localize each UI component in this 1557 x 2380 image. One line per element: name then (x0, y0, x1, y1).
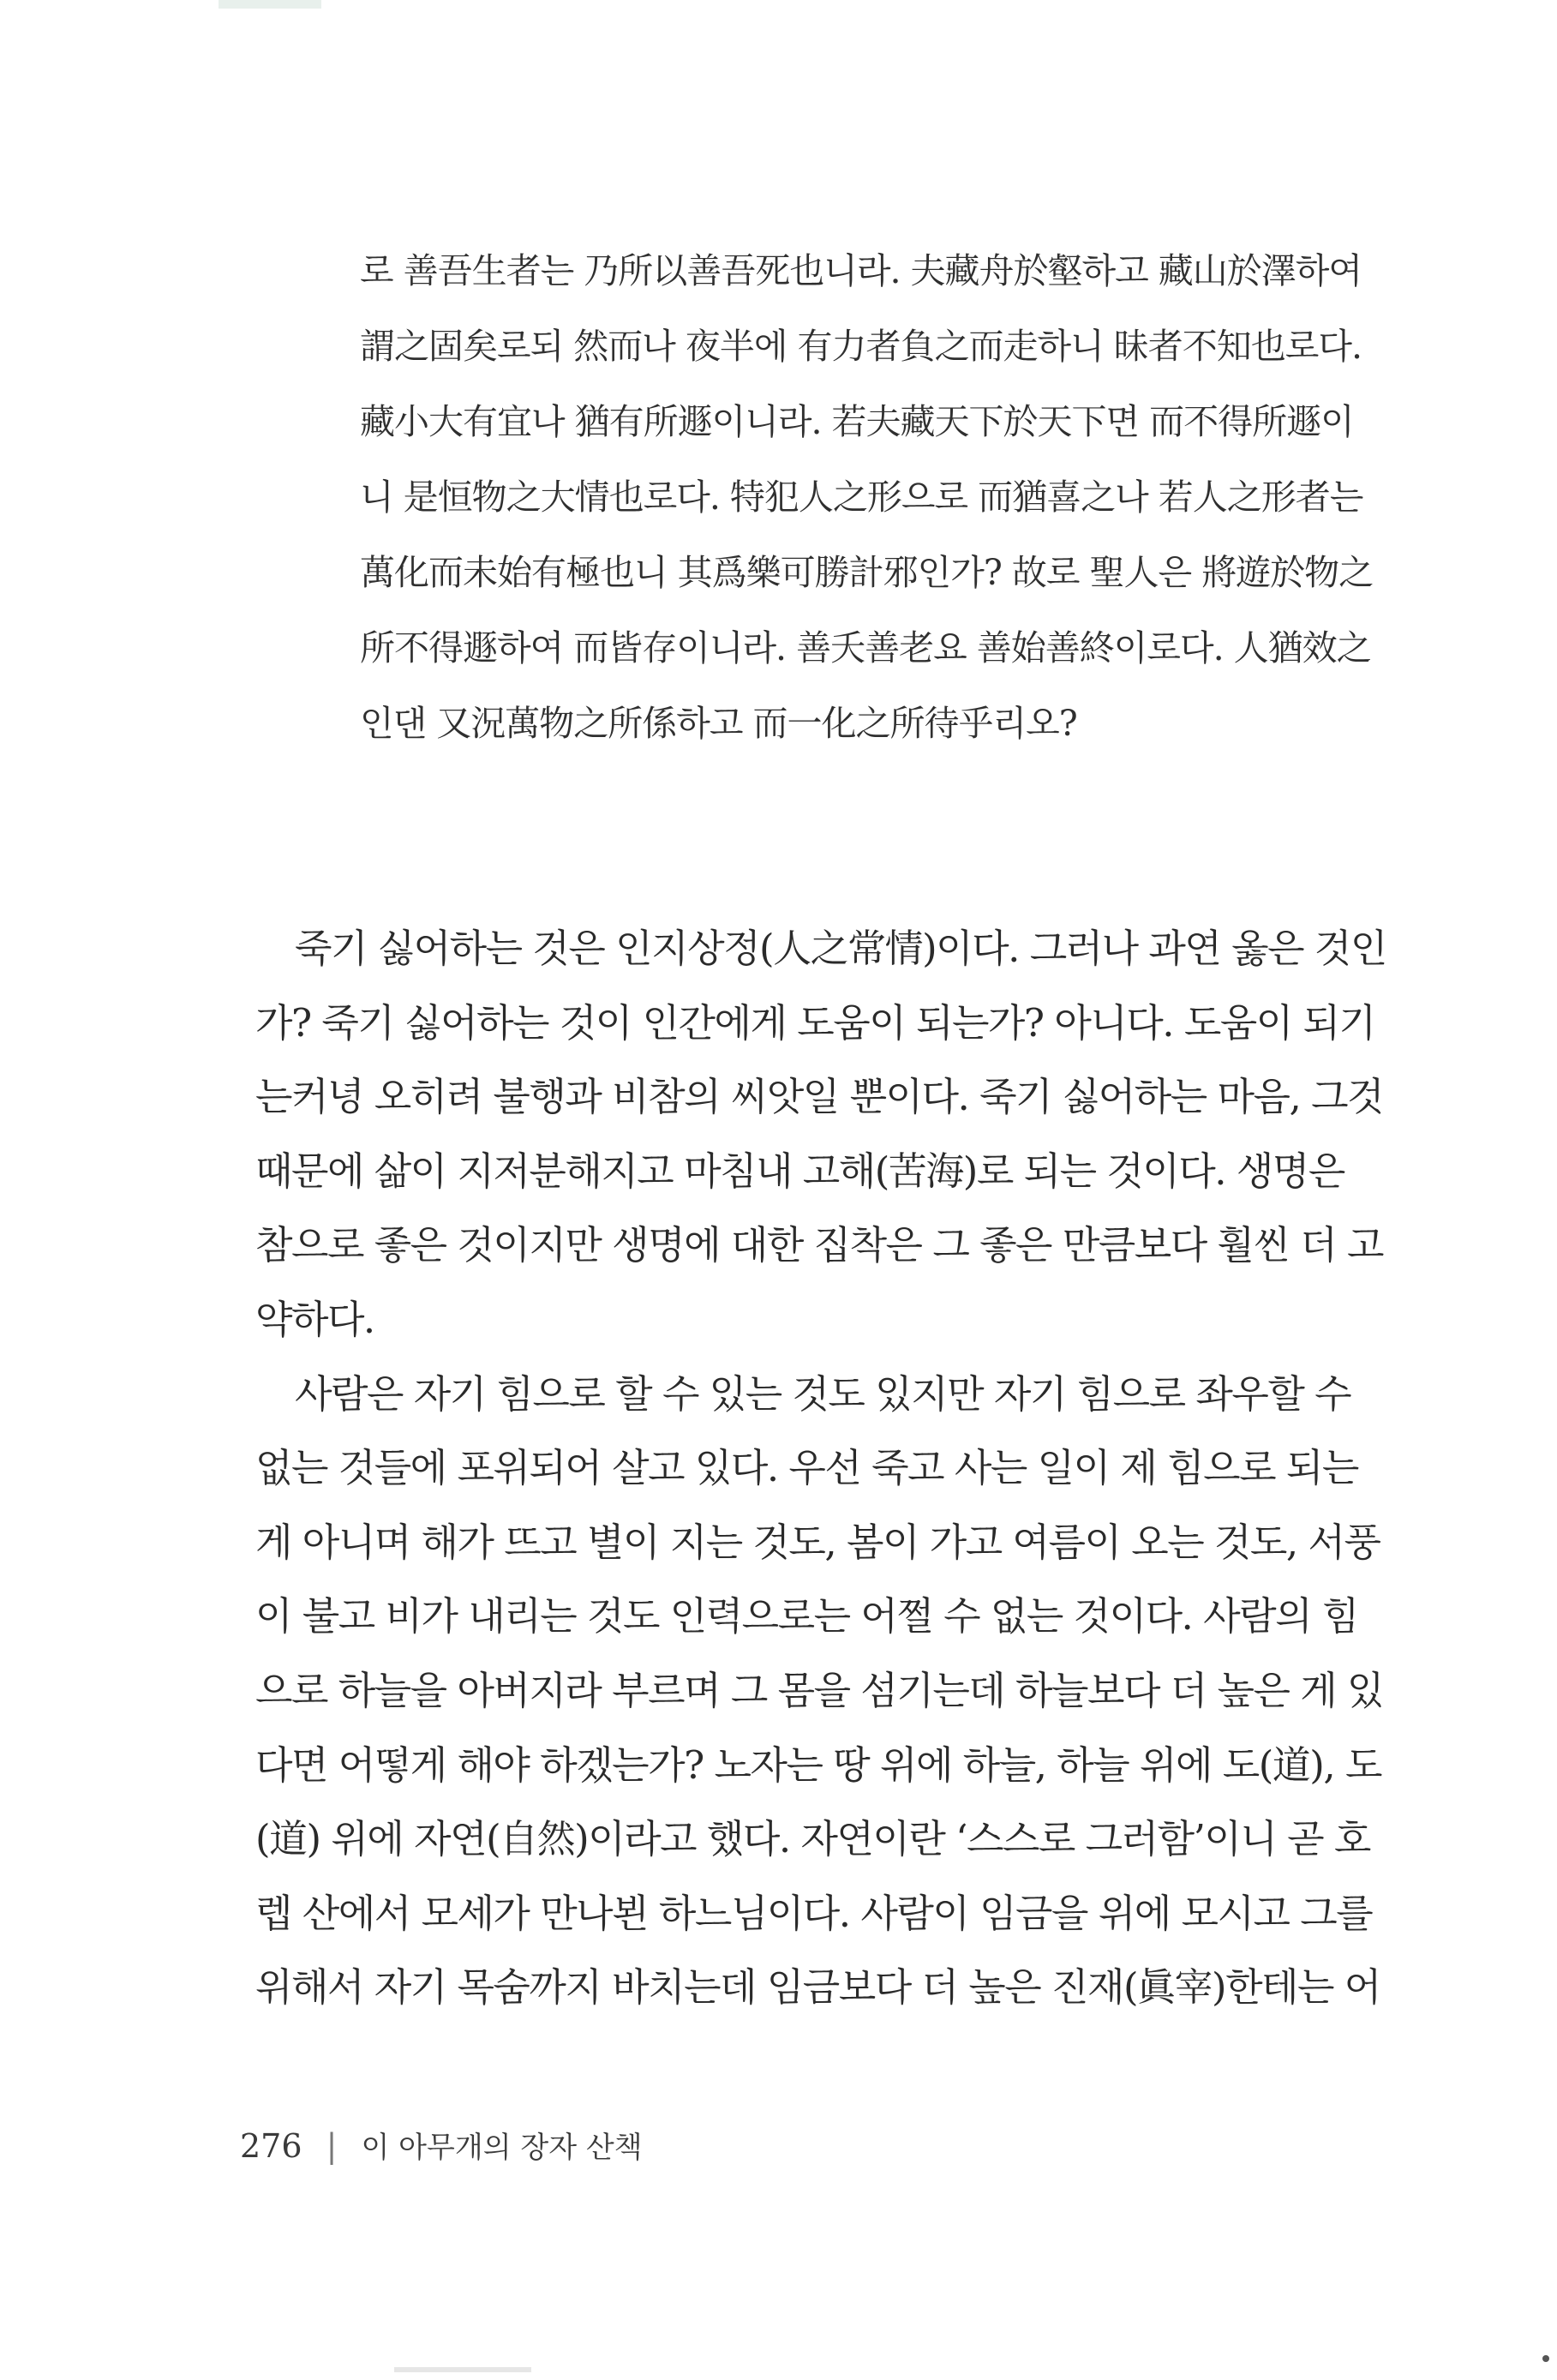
paragraph-line: 죽기 싫어하는 것은 인지상정(人之常情)이다. 그러나 과연 옳은 것인 (295, 926, 1386, 971)
quote-line: 니 是恒物之大情也로다. 特犯人之形으로 而猶喜之나 若人之形者는 (360, 477, 1363, 518)
quote-line: 藏小大有宜나 猶有所遯이니라. 若夫藏天下於天下면 而不得所遯이 (360, 401, 1354, 442)
paragraph-1 (255, 912, 1386, 1358)
paragraph-line: 때문에 삶이 지저분해지고 마침내 고해(苦海)로 되는 것이다. 생명은 (255, 1148, 1344, 1194)
paragraph-line: 렙 산에서 모세가 만나뵌 하느님이다. 사람이 임금을 위에 모시고 그를 (255, 1890, 1373, 1936)
paragraph-line: 게 아니며 해가 뜨고 별이 지는 것도, 봄이 가고 여름이 오는 것도, 서풍 (255, 1519, 1380, 1565)
classical-quote-block (360, 233, 1388, 761)
paragraph-line: 으로 하늘을 아버지라 부르며 그 몸을 섬기는데 하늘보다 더 높은 게 있 (255, 1667, 1384, 1713)
quote-line: 인댄 又況萬物之所係하고 而一化之所待乎리오? (360, 703, 1077, 744)
paragraph-line: 없는 것들에 포위되어 살고 있다. 우선 죽고 사는 일이 제 힘으로 되는 (255, 1445, 1358, 1491)
footer-separator: | (326, 2127, 338, 2165)
paragraph-line: (道) 위에 자연(自然)이라고 했다. 자연이란 ‘스스로 그러함’이니 곧 호 (255, 1816, 1370, 1862)
page-footer (240, 2124, 643, 2166)
commentary-body (255, 912, 1386, 2025)
paragraph-line: 다면 어떻게 해야 하겠는가? 노자는 땅 위에 하늘, 하늘 위에 도(道), 도 (255, 1742, 1381, 1788)
running-title: 이 아무개의 장자 산책 (361, 2131, 643, 2165)
scan-edge-mark-bottom (394, 2367, 531, 2372)
quote-line: 萬化而未始有極也니 其爲樂可勝計邪인가? 故로 聖人은 將遊於物之 (360, 552, 1374, 593)
page-number: 276 (240, 2127, 302, 2165)
paragraph-line: 가? 죽기 싫어하는 것이 인간에게 도움이 되는가? 아니다. 도움이 되기 (255, 999, 1375, 1046)
quote-line: 로 善吾生者는 乃所以善吾死也니라. 夫藏舟於壑하고 藏山於澤하여 (360, 250, 1362, 291)
quote-line: 所不得遯하여 而皆存이니라. 善夭善老요 善始善終이로다. 人猶效之 (360, 627, 1371, 668)
quote-line: 謂之固矣로되 然而나 夜半에 有力者負之而走하니 昧者不知也로다. (360, 326, 1362, 367)
paragraph-line: 이 불고 비가 내리는 것도 인력으로는 어쩔 수 없는 것이다. 사람의 힘 (255, 1593, 1358, 1640)
paragraph-line: 약하다. (255, 1296, 374, 1342)
paragraph-line: 사람은 자기 힘으로 할 수 있는 것도 있지만 자기 힘으로 좌우할 수 (295, 1370, 1351, 1417)
scan-speck (1542, 2355, 1549, 2362)
scan-edge-mark (219, 0, 321, 9)
paragraph-line: 위해서 자기 목숨까지 바치는데 임금보다 더 높은 진재(眞宰)한테는 어 (255, 1964, 1380, 2011)
paragraph-line: 참으로 좋은 것이지만 생명에 대한 집착은 그 좋은 만큼보다 훨씬 더 고 (255, 1222, 1384, 1268)
paragraph-2 (255, 1358, 1384, 2025)
paragraph-line: 는커녕 오히려 불행과 비참의 씨앗일 뿐이다. 죽기 싫어하는 마음, 그것 (255, 1074, 1384, 1120)
